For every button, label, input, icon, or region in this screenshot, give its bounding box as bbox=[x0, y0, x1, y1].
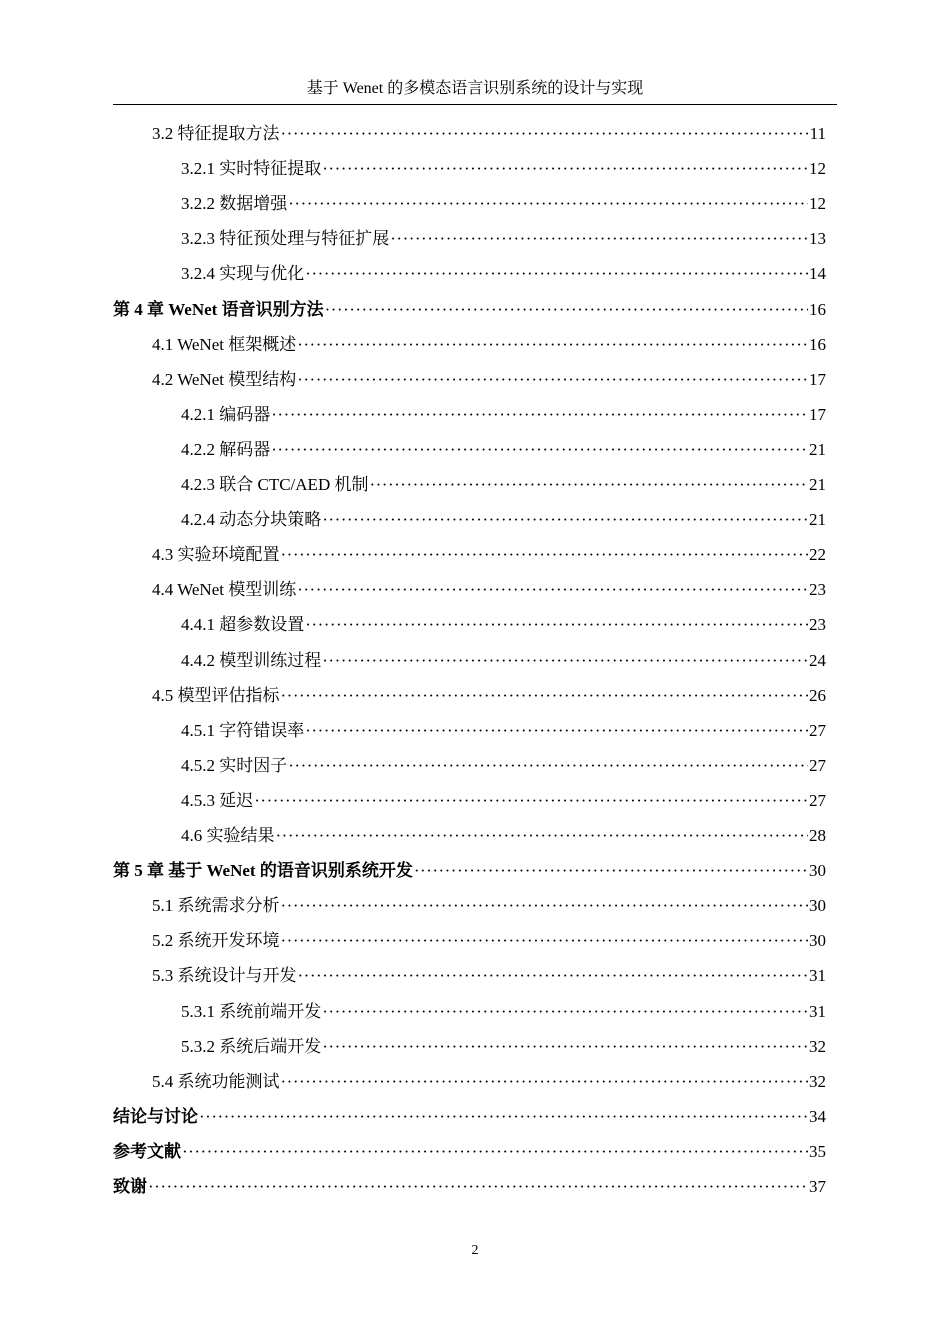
toc-entry-page: 12 bbox=[809, 194, 826, 214]
toc-entry[interactable] bbox=[0, 325, 950, 360]
toc-entry-page: 26 bbox=[809, 685, 826, 705]
toc-entry[interactable] bbox=[0, 465, 950, 500]
toc-entry-title: 结论与讨论 bbox=[113, 1106, 198, 1126]
toc-leader-dots bbox=[288, 756, 808, 776]
toc-leader-dots bbox=[281, 686, 809, 706]
toc-entry[interactable] bbox=[0, 570, 950, 605]
toc-entry[interactable] bbox=[0, 1027, 950, 1062]
toc-entry-title: 参考文献 bbox=[113, 1141, 181, 1161]
toc-entry[interactable] bbox=[0, 1132, 950, 1167]
toc-entry-page: 32 bbox=[809, 1071, 826, 1091]
toc-entry-title: 4.2.2 解码器 bbox=[181, 439, 271, 459]
toc-leader-dots bbox=[322, 1002, 808, 1022]
toc-entry-title: 4.1 WeNet 框架概述 bbox=[152, 334, 297, 354]
toc-leader-dots bbox=[199, 1107, 808, 1127]
toc-entry[interactable] bbox=[0, 816, 950, 851]
toc-leader-dots bbox=[414, 861, 808, 881]
toc-entry-title: 5.3 系统设计与开发 bbox=[152, 966, 297, 986]
toc-entry[interactable] bbox=[0, 219, 950, 254]
toc-leader-dots bbox=[305, 264, 808, 284]
toc-leader-dots bbox=[305, 615, 808, 635]
toc-entry[interactable] bbox=[0, 114, 950, 149]
toc-entry[interactable] bbox=[0, 360, 950, 395]
toc-entry-title: 5.4 系统功能测试 bbox=[152, 1071, 280, 1091]
toc-leader-dots bbox=[322, 651, 808, 671]
toc-leader-dots bbox=[281, 124, 809, 144]
toc-entry-page: 27 bbox=[809, 720, 826, 740]
toc-entry-page: 30 bbox=[809, 931, 826, 951]
toc-entry-page: 27 bbox=[809, 755, 826, 775]
toc-leader-dots bbox=[148, 1177, 808, 1197]
toc-entry[interactable] bbox=[0, 746, 950, 781]
toc-entry-title: 3.2 特征提取方法 bbox=[152, 124, 280, 143]
toc-entry[interactable] bbox=[0, 254, 950, 289]
toc-entry-title: 5.2 系统开发环境 bbox=[152, 931, 280, 951]
toc-entry-title: 4.4.2 模型训练过程 bbox=[181, 650, 322, 670]
toc-entry-title: 4.2.1 编码器 bbox=[181, 404, 271, 424]
toc-entry-title: 4.5 模型评估指标 bbox=[152, 685, 280, 705]
toc-entry-page: 21 bbox=[809, 510, 826, 530]
toc-entry-page: 31 bbox=[809, 1001, 826, 1021]
toc-entry-title: 4.2.3 联合 CTC/AED 机制 bbox=[181, 475, 369, 494]
toc-leader-dots bbox=[298, 966, 809, 986]
toc-entry-page: 37 bbox=[809, 1177, 826, 1196]
toc-leader-dots bbox=[297, 580, 808, 600]
toc-entry[interactable] bbox=[0, 956, 950, 991]
toc-entry[interactable] bbox=[0, 500, 950, 535]
toc-entry-page: 32 bbox=[809, 1036, 826, 1056]
toc-leader-dots bbox=[271, 405, 808, 425]
toc-entry-page: 13 bbox=[809, 229, 826, 249]
toc-leader-dots bbox=[281, 896, 809, 916]
toc-entry-title: 3.2.2 数据增强 bbox=[181, 194, 288, 214]
toc-entry[interactable] bbox=[0, 149, 950, 184]
toc-entry-page: 24 bbox=[809, 650, 826, 670]
toc-entry[interactable] bbox=[0, 641, 950, 676]
toc-entry[interactable] bbox=[0, 921, 950, 956]
toc-leader-dots bbox=[271, 440, 808, 460]
toc-entry-page: 23 bbox=[809, 615, 826, 635]
toc-entry-page: 22 bbox=[809, 545, 826, 565]
toc-entry-page: 16 bbox=[809, 299, 826, 319]
toc-entry[interactable] bbox=[0, 184, 950, 219]
toc-entry-page: 12 bbox=[809, 159, 826, 179]
toc-entry-title: 4.5.3 延迟 bbox=[181, 790, 254, 810]
toc-entry[interactable] bbox=[0, 781, 950, 816]
toc-entry-title: 5.1 系统需求分析 bbox=[152, 896, 280, 916]
toc-entry[interactable] bbox=[0, 676, 950, 711]
toc-entry-page: 34 bbox=[809, 1106, 826, 1126]
toc-leader-dots bbox=[182, 1142, 808, 1162]
toc-entry[interactable] bbox=[0, 1097, 950, 1132]
toc-entry-title: 4.6 实验结果 bbox=[181, 826, 275, 845]
toc-leader-dots bbox=[254, 791, 808, 811]
toc-leader-dots bbox=[297, 335, 808, 355]
toc-entry-title: 4.4 WeNet 模型训练 bbox=[152, 580, 297, 600]
toc-entry-title: 4.5.1 字符错误率 bbox=[181, 720, 305, 740]
toc-entry-page: 30 bbox=[809, 861, 826, 881]
toc-entry-title: 5.3.2 系统后端开发 bbox=[181, 1036, 322, 1056]
toc-entry-title: 3.2.3 特征预处理与特征扩展 bbox=[181, 229, 390, 249]
toc-entry-title: 5.3.1 系统前端开发 bbox=[181, 1001, 322, 1021]
toc-entry[interactable] bbox=[0, 1062, 950, 1097]
toc-entry-page: 14 bbox=[809, 264, 826, 284]
toc-entry-page: 21 bbox=[809, 475, 826, 494]
toc-entry[interactable] bbox=[0, 992, 950, 1027]
toc-entry-title: 4.2 WeNet 模型结构 bbox=[152, 369, 297, 389]
toc-entry[interactable] bbox=[0, 886, 950, 921]
toc-leader-dots bbox=[369, 475, 808, 495]
toc-entry-page: 27 bbox=[809, 790, 826, 810]
toc-entry-title: 4.5.2 实时因子 bbox=[181, 755, 288, 775]
toc-leader-dots bbox=[297, 370, 808, 390]
toc-entry-page: 23 bbox=[809, 580, 826, 600]
toc-entry[interactable] bbox=[0, 430, 950, 465]
toc-entry-page: 31 bbox=[809, 966, 826, 986]
toc-leader-dots bbox=[325, 300, 808, 320]
toc-entry[interactable] bbox=[0, 290, 950, 325]
toc-entry-page: 21 bbox=[809, 439, 826, 459]
toc-entry-title: 致谢 bbox=[113, 1177, 147, 1196]
toc-entry-page: 16 bbox=[809, 334, 826, 354]
toc-entry-page: 11 bbox=[809, 124, 826, 143]
toc-leader-dots bbox=[305, 721, 808, 741]
toc-entry[interactable] bbox=[0, 851, 950, 886]
toc-leader-dots bbox=[322, 159, 808, 179]
toc-leader-dots bbox=[281, 545, 809, 565]
toc-entry-page: 17 bbox=[809, 404, 826, 424]
toc-entry-title: 3.2.4 实现与优化 bbox=[181, 264, 305, 284]
page-number: 2 bbox=[471, 1243, 479, 1258]
toc-entry-page: 35 bbox=[809, 1141, 826, 1161]
toc-entry-title: 4.3 实验环境配置 bbox=[152, 545, 280, 565]
running-header: 基于 Wenet 的多模态语言识别系统的设计与实现 bbox=[306, 80, 644, 97]
toc-leader-dots bbox=[322, 1037, 808, 1057]
toc-leader-dots bbox=[390, 229, 808, 249]
toc-entry-page: 28 bbox=[809, 826, 826, 845]
toc-entry[interactable] bbox=[0, 1167, 950, 1202]
toc-entry-title: 4.4.1 超参数设置 bbox=[181, 615, 305, 635]
toc-entry-title: 第 5 章 基于 WeNet 的语音识别系统开发 bbox=[113, 861, 413, 881]
toc-leader-dots bbox=[288, 194, 808, 214]
toc-entry[interactable] bbox=[0, 605, 950, 640]
toc-entry-page: 30 bbox=[809, 896, 826, 916]
toc-entry-page: 17 bbox=[809, 369, 826, 389]
toc-leader-dots bbox=[281, 931, 809, 951]
toc-entry-title: 3.2.1 实时特征提取 bbox=[181, 159, 322, 179]
toc-entry[interactable] bbox=[0, 711, 950, 746]
toc-entry-title: 4.2.4 动态分块策略 bbox=[181, 510, 322, 530]
toc-leader-dots bbox=[276, 826, 809, 846]
toc-leader-dots bbox=[322, 510, 808, 530]
toc-entry[interactable] bbox=[0, 535, 950, 570]
toc-leader-dots bbox=[281, 1072, 809, 1092]
toc-entry[interactable] bbox=[0, 395, 950, 430]
header-rule bbox=[113, 104, 837, 105]
toc-entry-title: 第 4 章 WeNet 语音识别方法 bbox=[113, 299, 324, 319]
